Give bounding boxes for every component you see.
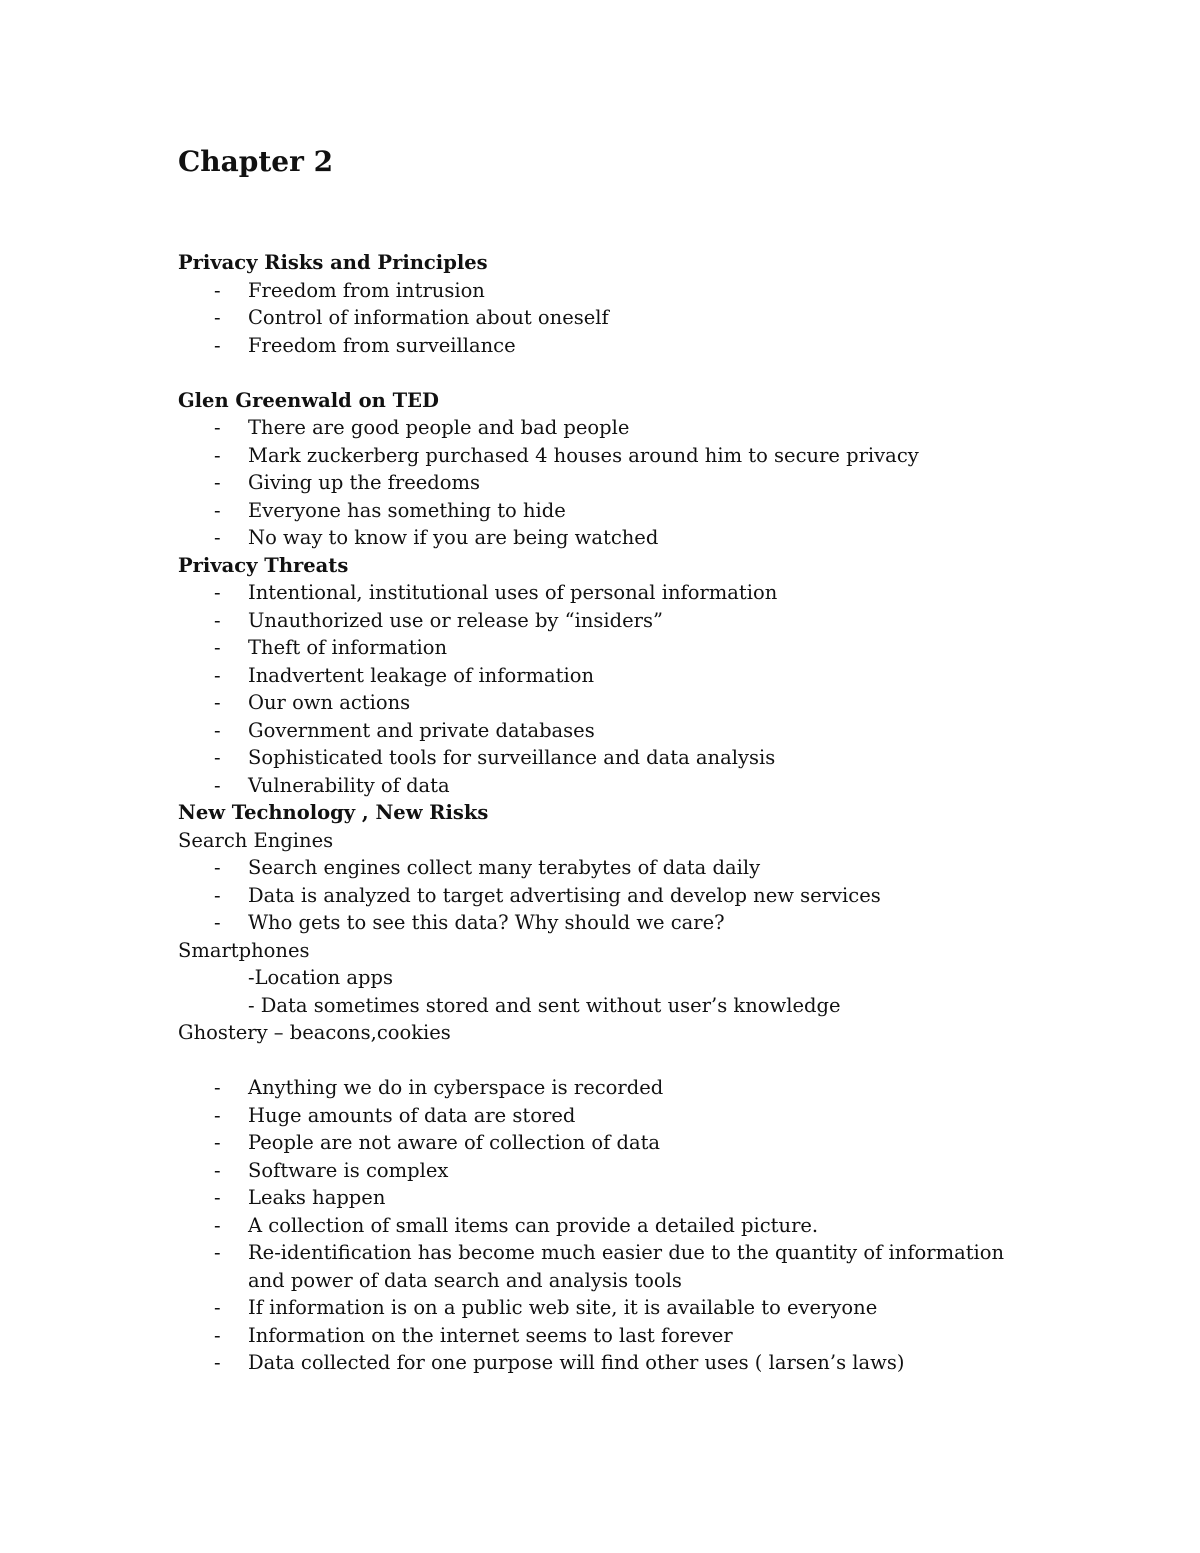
list-item: - Sophisticated tools for surveillance and data analysis xyxy=(178,744,1058,772)
list-item: - Huge amounts of data are stored xyxy=(178,1102,1058,1130)
section-heading-new-technology: New Technology , New Risks xyxy=(178,801,489,824)
list-item: - Vulnerability of data xyxy=(178,772,1058,800)
ghostery-line: Ghostery – beacons,cookies xyxy=(178,1021,451,1044)
subheading-search-engines: Search Engines xyxy=(178,828,334,852)
dash-marker: - xyxy=(214,663,221,687)
dash-marker: - xyxy=(214,1351,221,1374)
list-item: -Location apps xyxy=(248,966,393,989)
list-item: - If information is on a public web site, it is available to everyone xyxy=(178,1294,1058,1322)
list-item: - A collection of small items can provide a detailed picture. xyxy=(178,1212,1058,1240)
list-item: - Government and private databases xyxy=(178,717,1058,745)
list-item: - Information on the internet seems to last forever xyxy=(178,1322,1058,1350)
dash-marker: - xyxy=(214,416,221,439)
blank-line xyxy=(178,359,1058,387)
list-item: - Software is complex xyxy=(178,1157,1058,1185)
dash-marker: - xyxy=(214,746,221,769)
dash-marker: - xyxy=(214,718,221,742)
section-heading-privacy-risks: Privacy Risks and Principles xyxy=(178,251,488,274)
list-item: - Unauthorized use or release by “insiders” xyxy=(178,607,1058,635)
list-item: - Mark zuckerberg purchased 4 houses around him to secure privacy xyxy=(178,442,1058,470)
dash-marker: - xyxy=(214,856,221,879)
dash-marker: - xyxy=(214,1131,221,1154)
dash-marker: - xyxy=(214,471,221,494)
section-heading-privacy-threats: Privacy Threats xyxy=(178,553,349,577)
list-item: - Freedom from intrusion xyxy=(178,277,1058,305)
dash-marker: - xyxy=(214,443,221,467)
dash-marker: - xyxy=(214,306,221,329)
list-item: - There are good people and bad people xyxy=(178,414,1058,442)
dash-marker: - xyxy=(214,911,221,934)
dash-marker: - xyxy=(214,636,221,659)
list-item: - Freedom from surveillance xyxy=(178,332,1058,360)
list-item: - Data sometimes stored and sent without user’s knowledge xyxy=(248,993,841,1017)
list-item: - Anything we do in cyberspace is recorded xyxy=(178,1074,1058,1102)
dash-marker: - xyxy=(214,581,221,604)
chapter-title: Chapter 2 xyxy=(178,145,334,178)
dash-marker: - xyxy=(214,1076,221,1099)
list-item: - Giving up the freedoms xyxy=(178,469,1058,497)
dash-marker: - xyxy=(214,333,221,357)
dash-marker: - xyxy=(214,1241,221,1264)
list-item: - Re-identification has become much easier due to the quantity of information and power of data search and analysis tools xyxy=(214,1241,1005,1292)
dash-marker: - xyxy=(214,1213,221,1237)
dash-marker: - xyxy=(214,691,221,714)
list-item: - Leaks happen xyxy=(178,1184,1058,1212)
list-item: - No way to know if you are being watched xyxy=(178,524,1058,552)
list-item: - Our own actions xyxy=(178,689,1058,717)
subheading-smartphones: Smartphones xyxy=(178,938,310,962)
dash-marker: - xyxy=(214,526,221,549)
dash-marker: - xyxy=(214,608,221,632)
list-item: - Control of information about oneself xyxy=(178,304,1058,332)
dash-marker: - xyxy=(214,773,221,797)
list-item: - Data collected for one purpose will find other uses ( larsen’s laws) xyxy=(178,1349,1058,1377)
list-item: - Inadvertent leakage of information xyxy=(178,662,1058,690)
list-item: - Search engines collect many terabytes of data daily xyxy=(178,854,1058,882)
list-item: - Who gets to see this data? Why should we care? xyxy=(178,909,1058,937)
dash-marker: - xyxy=(214,498,221,522)
dash-marker: - xyxy=(214,1296,221,1319)
document-body xyxy=(178,140,1058,1377)
list-item: - Everyone has something to hide xyxy=(178,497,1058,525)
list-item: - People are not aware of collection of data xyxy=(178,1129,1058,1157)
section-heading-greenwald: Glen Greenwald on TED xyxy=(178,388,439,412)
dash-marker: - xyxy=(214,1323,221,1347)
dash-marker: - xyxy=(214,278,221,302)
list-item: - Intentional, institutional uses of personal information xyxy=(178,579,1058,607)
dash-marker: - xyxy=(214,1103,221,1127)
dash-marker: - xyxy=(214,1186,221,1209)
dash-marker: - xyxy=(214,883,221,907)
blank-line xyxy=(178,1047,1058,1075)
list-item: - Theft of information xyxy=(178,634,1058,662)
title-spacing xyxy=(178,184,1058,249)
dash-marker: - xyxy=(214,1158,221,1182)
list-item: - Data is analyzed to target advertising and develop new services xyxy=(178,882,1058,910)
